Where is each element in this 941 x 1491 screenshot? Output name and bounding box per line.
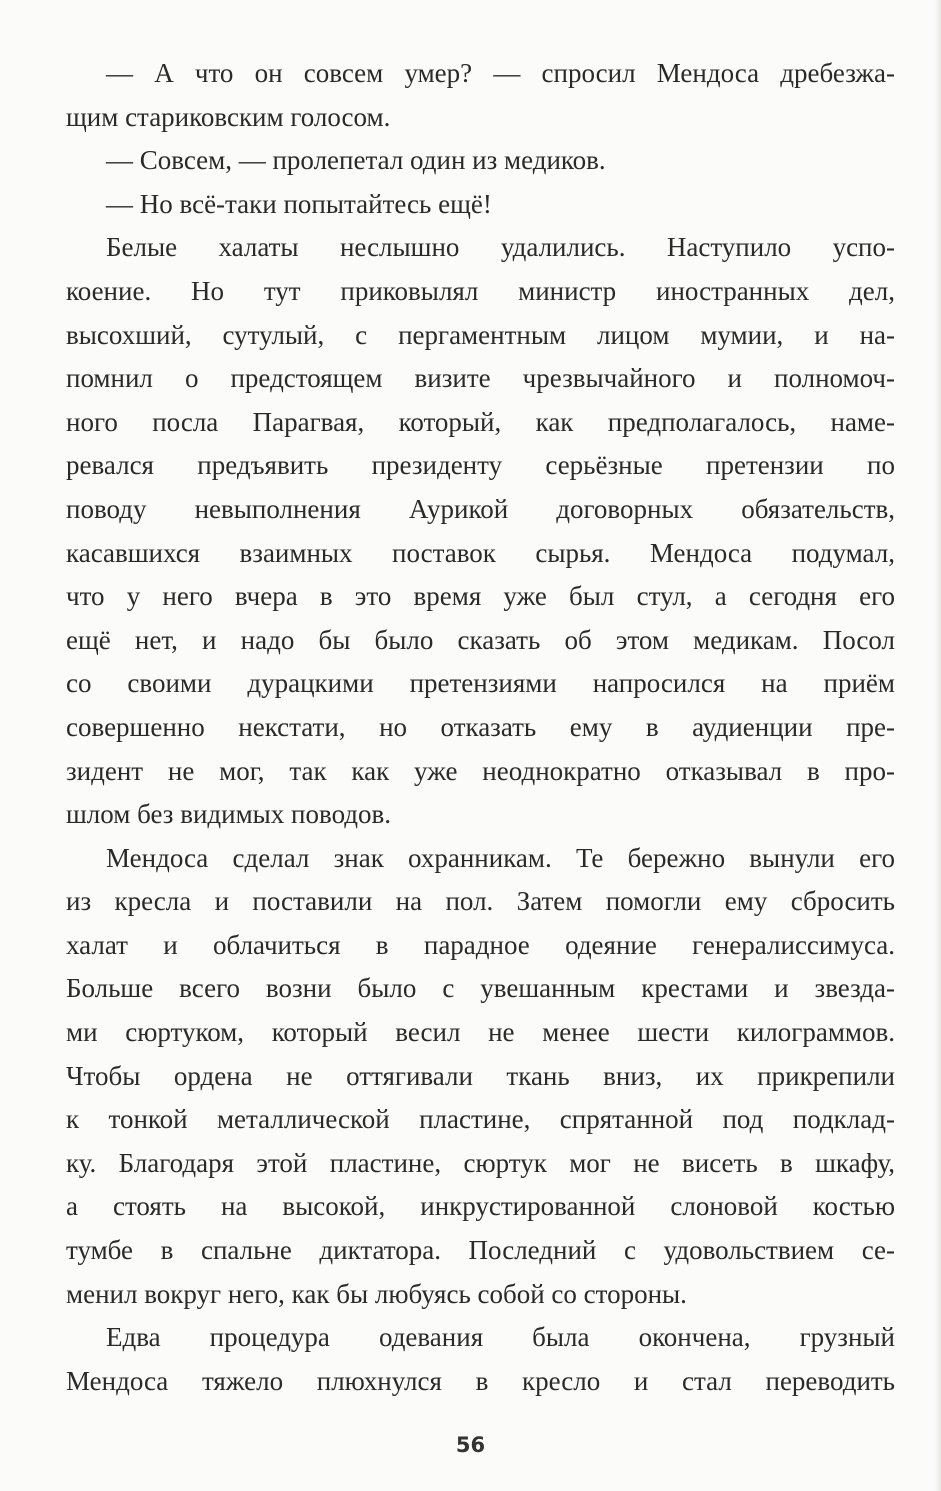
text-line: щим стариковским голосом. <box>66 101 391 132</box>
text-line: халат и облачиться в парадное одеяние генералиссимуса. <box>66 929 895 960</box>
text-line: из кресла и поставили на пол. Затем помогли ему сбросить <box>66 886 895 917</box>
book-page-text <box>66 52 895 1403</box>
text-line: ного посла Парагвая, который, как предполагалось, наме- <box>66 406 895 437</box>
text-line: Больше всего возни было с увешанным крестами и звезда- <box>66 973 895 1004</box>
text-line: со своими дурацкими претензиями напросился на приём <box>66 668 895 699</box>
text-line: высохший, сутулый, с пергаментным лицом мумии, и на- <box>66 319 895 350</box>
text-line: Мендоса сделал знак охранникам. Те бережно вынули его <box>106 842 895 873</box>
text-line: что у него вчера в это время уже был стул, а сегодня его <box>66 581 895 612</box>
text-line: совершенно некстати, но отказать ему в аудиенции пре- <box>66 711 895 742</box>
text-line: зидент не мог, так как уже неоднократно отказывал в про- <box>66 755 895 786</box>
text-line: Мендоса тяжело плюхнулся в кресло и стал переводить <box>66 1365 895 1396</box>
page-number: 56 <box>455 1433 486 1457</box>
text-line: — Совсем, — пролепетал один из медиков. <box>106 145 606 176</box>
text-line: тумбе в спальне диктатора. Последний с удовольствием се- <box>66 1235 895 1266</box>
text-line: шлом без видимых поводов. <box>66 799 392 830</box>
text-line: Едва процедура одевания была окончена, грузный <box>106 1322 895 1353</box>
text-line: — А что он совсем умер? — спросил Мендоса дребезжа- <box>106 58 895 88</box>
page-edge-shadow <box>935 0 941 1491</box>
text-line: Чтобы ордена не оттягивали ткань вниз, их прикрепили <box>66 1060 895 1091</box>
text-line: а стоять на высокой, инкрустированной слоновой костью <box>66 1191 895 1222</box>
text-line: помнил о предстоящем визите чрезвычайного и полномоч- <box>66 363 895 394</box>
text-line: ещё нет, и надо бы было сказать об этом медикам. Посол <box>66 624 895 655</box>
text-line: коение. Но тут приковылял министр иностранных дел, <box>66 275 895 306</box>
text-line: менил вокруг него, как бы любуясь собой со стороны. <box>66 1278 687 1309</box>
text-line: ку. Благодаря этой пластине, сюртук мог не висеть в шкафу, <box>66 1147 895 1178</box>
text-line: ревался предъявить президенту серьёзные претензии по <box>66 450 895 481</box>
text-line: касавшихся взаимных поставок сырья. Мендоса подумал, <box>66 537 895 568</box>
text-line: поводу невыполнения Аурикой договорных обязательств, <box>66 493 895 524</box>
text-line: Белые халаты неслышно удалились. Наступило успо- <box>106 232 895 263</box>
text-line: ми сюртуком, который весил не менее шести килограммов. <box>66 1017 895 1048</box>
text-line: к тонкой металлической пластине, спрятанной под подклад- <box>66 1104 895 1135</box>
text-line: — Но всё-таки попытайтесь ещё! <box>106 188 492 219</box>
